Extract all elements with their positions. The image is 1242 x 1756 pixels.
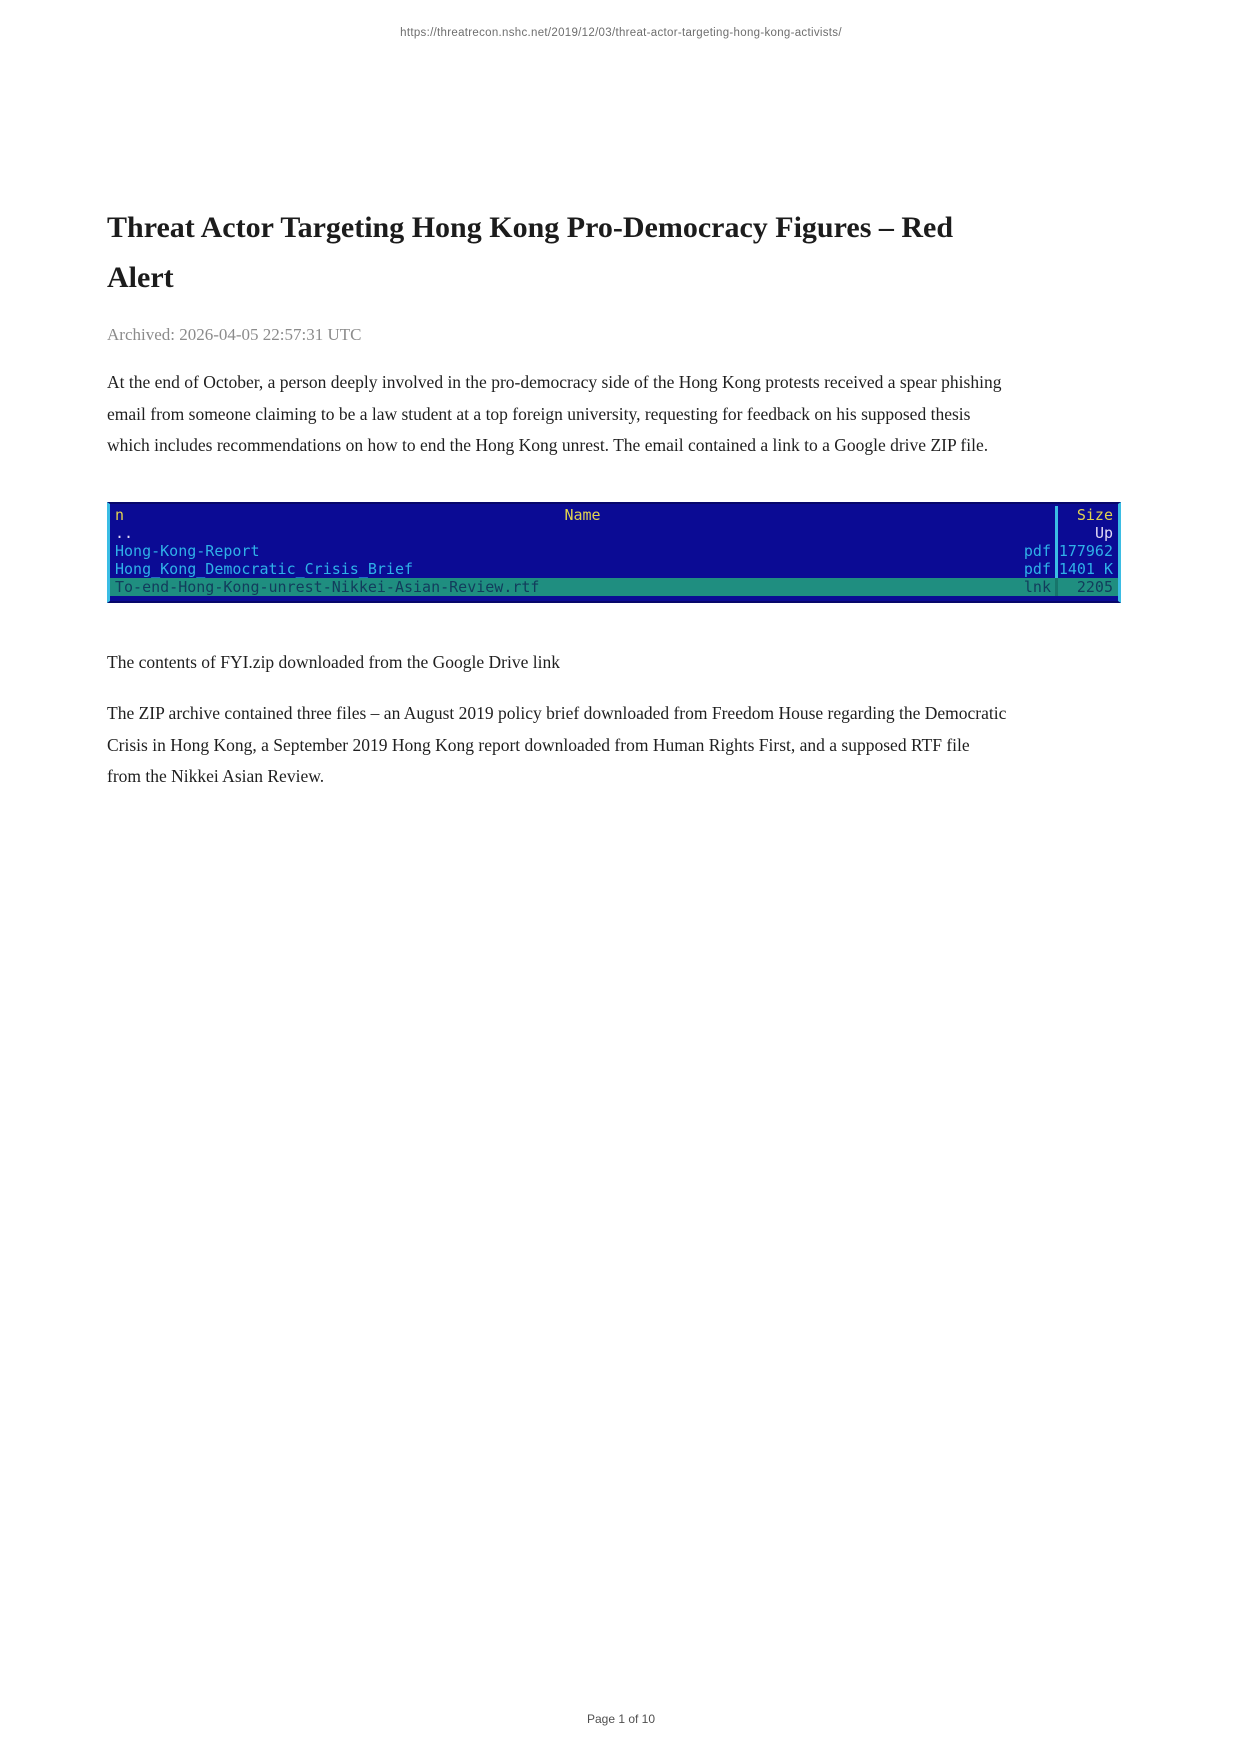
file-name: Hong_Kong_Democratic_Crisis_Brief (115, 559, 414, 578)
file-size: 1401 K (1055, 560, 1118, 578)
column-header-size: Size (1055, 506, 1118, 524)
archived-page-url: https://threatrecon.nshc.net/2019/12/03/threat-actor-targeting-hong-kong-activists/ (400, 27, 842, 39)
file-row (110, 542, 1118, 560)
file-size: 2205 (1055, 578, 1118, 596)
file-row (110, 524, 1118, 542)
file-name: .. (115, 523, 134, 542)
file-ext: pdf (1023, 541, 1051, 560)
file-ext: lnk (1023, 577, 1051, 596)
file-ext: pdf (1023, 559, 1051, 578)
header-n-label: n (115, 505, 125, 524)
file-row (110, 560, 1118, 578)
body-paragraph: The ZIP archive contained three files – an August 2019 policy brief downloaded from Freedom House regarding the Democratic Crisis in Hong Kong, a September 2019 Hong Kong report downloaded from Human Rights First, and a supposed RTF file from the Nikkei Asian Review. (107, 703, 1007, 786)
file-size: 177962 (1055, 542, 1118, 560)
file-listing-header (110, 506, 1118, 524)
file-name: Hong-Kong-Report (115, 541, 260, 560)
file-size: Up (1055, 524, 1118, 542)
page-number: Page 1 of 10 (586, 1712, 656, 1726)
archive-timestamp: Archived: 2026-04-05 22:57:31 UTC (107, 325, 362, 344)
intro-paragraph: At the end of October, a person deeply involved in the pro-democracy side of the Hong Kong protests received a spear phishing email from someone claiming to be a law student at a top foreign university, requesting for feedback on his supposed thesis which includes recommendations on how to end the Hong Kong unrest. The email contained a link to a Google drive ZIP file. (107, 372, 1002, 455)
article-body (107, 0, 1121, 810)
image-caption: The contents of FYI.zip downloaded from the Google Drive link (107, 651, 560, 672)
file-row-selected (110, 578, 1118, 596)
page-title: Threat Actor Targeting Hong Kong Pro-Democracy Figures – Red Alert (107, 211, 954, 294)
file-name: To-end-Hong-Kong-unrest-Nikkei-Asian-Review.rtf (115, 577, 540, 596)
file-listing-screenshot (107, 502, 1121, 603)
column-header-name: Name (564, 505, 601, 524)
